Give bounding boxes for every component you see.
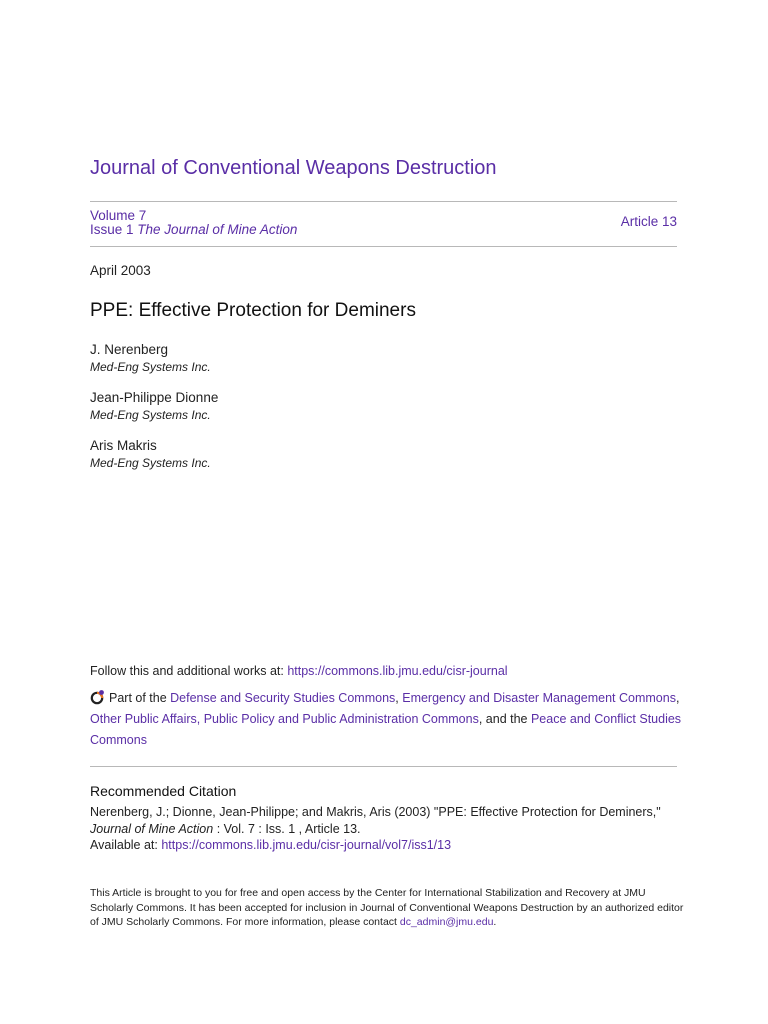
paper-title: PPE: Effective Protection for Deminers <box>90 300 416 321</box>
issue-link[interactable]: Issue 1 <box>90 222 134 237</box>
citation-divider <box>90 766 677 767</box>
citation-volume: : Vol. 7 : Iss. 1 , Article 13. <box>213 821 361 836</box>
volume-link[interactable]: Volume 7 <box>90 208 147 223</box>
separator: , and the <box>478 712 531 726</box>
contact-email-link[interactable]: dc_admin@jmu.edu <box>399 916 494 928</box>
author-name: Jean-Philippe Dionne <box>90 390 219 405</box>
peace-commons-link[interactable]: Peace and Conflict Studies Commons <box>90 712 682 747</box>
footer-end: . <box>493 916 497 928</box>
follow-line <box>90 664 508 678</box>
citation-heading: Recommended Citation <box>90 783 237 799</box>
network-logo-icon <box>90 689 106 705</box>
access-statement <box>90 886 690 930</box>
part-of-section <box>90 688 690 751</box>
issue-title-link[interactable]: The Journal of Mine Action <box>137 222 298 237</box>
footer-text: This Article is brought to you for free and open access by the Center for International Stabilization and Recovery at JMU Scholarly Commons. It has been accepted for inclusion in Journal of Conventional Weapons Destruction by an authorized editor of JMU Scholarly Commons. For more information, please contact <box>90 887 684 928</box>
publication-date: April 2003 <box>90 263 151 278</box>
citation-text <box>90 804 690 854</box>
collection-link[interactable]: https://commons.lib.jmu.edu/cisr-journal <box>287 664 508 678</box>
journal-title-link[interactable]: Journal of Conventional Weapons Destruction <box>90 157 497 179</box>
article-url-link[interactable]: https://commons.lib.jmu.edu/cisr-journal/vol7/iss1/13 <box>161 838 452 852</box>
public-affairs-commons-link[interactable]: Other Public Affairs, Public Policy and Public Administration Commons <box>90 712 479 726</box>
top-divider <box>90 201 677 202</box>
author-name: Aris Makris <box>90 438 157 453</box>
bottom-divider <box>90 246 677 247</box>
available-prefix: Available at: <box>90 838 162 852</box>
separator: , <box>395 691 403 705</box>
author-affiliation: Med-Eng Systems Inc. <box>90 408 211 422</box>
citation-line1: Nerenberg, J.; Dionne, Jean-Philippe; and Makris, Aris (2003) "PPE: Effective Protection for Deminers," <box>90 805 661 819</box>
issue-line <box>90 222 297 237</box>
article-number-link[interactable]: Article 13 <box>620 214 677 229</box>
part-of-prefix: Part of the <box>109 691 171 705</box>
emergency-commons-link[interactable]: Emergency and Disaster Management Commons <box>402 691 676 705</box>
author-name: J. Nerenberg <box>90 342 169 357</box>
citation-journal: Journal of Mine Action <box>90 821 214 836</box>
author-affiliation: Med-Eng Systems Inc. <box>90 360 211 374</box>
separator: , <box>675 691 680 705</box>
author-affiliation: Med-Eng Systems Inc. <box>90 456 211 470</box>
defense-commons-link[interactable]: Defense and Security Studies Commons <box>170 691 396 705</box>
follow-prefix: Follow this and additional works at: <box>90 664 288 678</box>
